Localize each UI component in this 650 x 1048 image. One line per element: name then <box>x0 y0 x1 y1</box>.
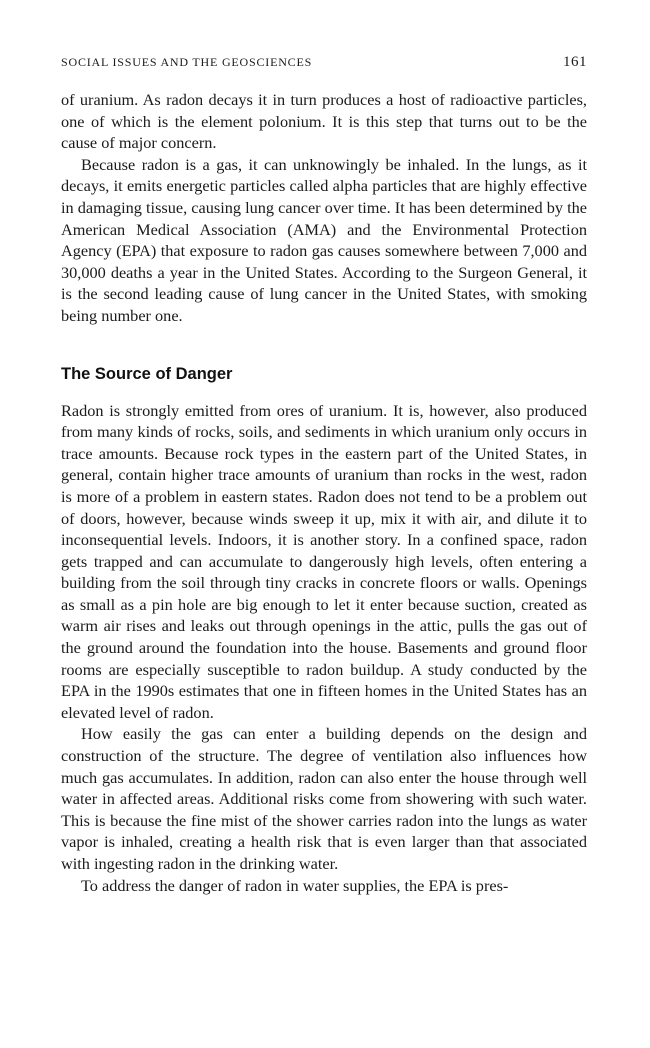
running-head <box>61 54 587 71</box>
page-number: 161 <box>563 54 587 70</box>
book-page <box>61 54 587 896</box>
paragraph-source: Radon is strongly emitted from ores of uranium. It is, however, also produced from many kinds of rocks, soils, and sediments in which uranium only occurs in trace amounts. Because rock types in the eastern part of the United States, in general, contain higher trace amounts of uranium than rocks in the west, radon is more of a problem in eastern states. Radon does not tend to be a problem out of doors, however, because winds sweep it up, mix it with air, and dilute it to inconsequential levels. Indoors, it is another story. In a confined space, radon gets trapped and can accumulate to dangerously high levels, often entering a building from the soil through tiny cracks in concrete floors or walls. Openings as small as a pin hole are big enough to let it enter because suction, created as warm air rises and leaks out through openings in the attic, pulls the gas out of the ground around the foundation into the house. Basements and ground floor rooms are especially susceptible to radon buildup. A study conducted by the EPA in the 1990s estimates that one in fifteen homes in the United States has an elevated level of radon. <box>61 400 587 722</box>
paragraph-radon-gas: Because radon is a gas, it can unknowingly be inhaled. In the lungs, as it decays, it emits energetic particles called alpha particles that are highly effective in damaging tissue, causing lung cancer over time. It has been determined by the American Medical Association (AMA) and the Environmental Protection Agency (EPA) that exposure to radon gas causes somewhere between 7,000 and 30,000 deaths a year in the United States. According to the Surgeon General, it is the second leading cause of lung cancer in the United States, with smoking being number one. <box>61 154 587 325</box>
paragraph-entry: How easily the gas can enter a building depends on the design and construction of the structure. The degree of ventilation also influences how much gas accumulates. In addition, radon can also enter the house through well water in affected areas. Additional risks come from showering with such water. This is because the fine mist of the shower carries radon into the lungs as water vapor is inhaled, creating a health risk that is even larger than that associated with ingesting radon in the drinking water. <box>61 724 587 873</box>
section-heading: The Source of Danger <box>61 364 233 383</box>
paragraph-continued: of uranium. As radon decays it in turn produces a host of radioactive particles, one of which is the element polonium. It is this step that turns out to be the cause of major concern. <box>61 90 587 153</box>
paragraph-water-supplies: To address the danger of radon in water supplies, the EPA is pres- <box>81 875 509 895</box>
running-title: SOCIAL ISSUES AND THE GEOSCIENCES <box>61 55 313 69</box>
